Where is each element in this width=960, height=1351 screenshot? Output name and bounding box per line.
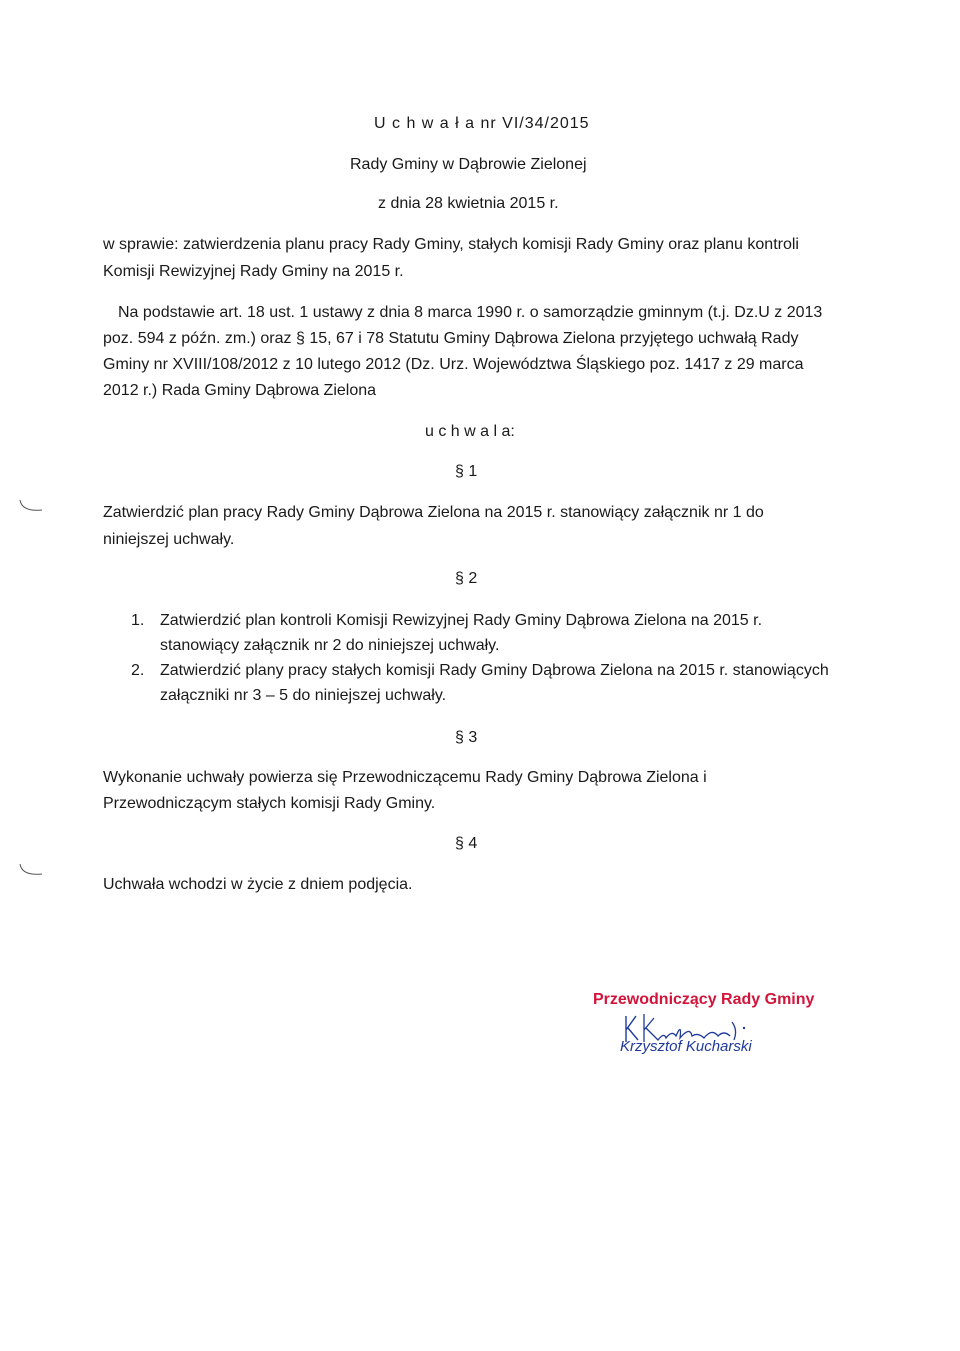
issuing-body: Rady Gminy w Dąbrowie Zielonej (350, 156, 587, 173)
stamp-title: Przewodniczący Rady Gminy (593, 991, 815, 1008)
legal-basis-line-4: 2012 r.) Rada Gminy Dąbrowa Zielona (103, 382, 377, 399)
section-3-line-1: Wykonanie uchwały powierza się Przewodniczącemu Rady Gminy Dąbrowa Zielona i (103, 769, 707, 786)
legal-basis-line-3: Gminy nr XVIII/108/2012 z 10 lutego 2012 (Dz. Urz. Województwa Śląskiego poz. 1417 z 29 marca (103, 356, 804, 373)
section-1-line-1: Zatwierdzić plan pracy Rady Gminy Dąbrowa Zielona na 2015 r. stanowiący załącznik nr 1 do (103, 504, 764, 521)
section-2-item-1-line-1: Zatwierdzić plan kontroli Komisji Rewizyjnej Rady Gminy Dąbrowa Zielona na 2015 r. (160, 612, 763, 629)
section-2-item-1-number: 1. (131, 612, 145, 629)
section-3-heading: § 3 (455, 729, 478, 746)
section-2-item-1-line-2: stanowiący załącznik nr 2 do niniejszej uchwały. (160, 637, 500, 654)
section-2-item-2-line-2: załączniki nr 3 – 5 do niniejszej uchwały. (160, 687, 447, 704)
resolves-heading: u c h w a l a: (425, 423, 515, 440)
section-2-heading: § 2 (455, 570, 478, 587)
legal-basis-line-2: poz. 594 z późn. zm.) oraz § 15, 67 i 78 Statutu Gminy Dąbrowa Zielona przyjętego uchwałą Rady (103, 330, 799, 347)
section-2-item-2-line-1: Zatwierdzić plany pracy stałych komisji Rady Gminy Dąbrowa Zielona na 2015 r. stanowiących (160, 662, 829, 679)
margin-mark (18, 862, 44, 878)
section-2-item-2-number: 2. (131, 662, 145, 679)
legal-basis-line-1: Na podstawie art. 18 ust. 1 ustawy z dnia 8 marca 1990 r. o samorządzie gminnym (t.j. Dz.U z 2013 (118, 304, 823, 321)
section-1-heading: § 1 (455, 463, 478, 480)
section-4-heading: § 4 (455, 835, 478, 852)
section-1-line-2: niniejszej uchwały. (103, 531, 235, 548)
section-4-line-1: Uchwała wchodzi w życie z dniem podjęcia. (103, 876, 413, 893)
resolution-title: U c h w a ł a nr VI/34/2015 (374, 115, 590, 132)
stamp-name: Krzysztof Kucharski (620, 1038, 752, 1055)
margin-mark (18, 498, 44, 514)
subject-line-1: w sprawie: zatwierdzenia planu pracy Rady Gminy, stałych komisji Rady Gminy oraz planu kontroli (103, 236, 799, 253)
resolution-date: z dnia 28 kwietnia 2015 r. (378, 195, 559, 212)
subject-line-2: Komisji Rewizyjnej Rady Gminy na 2015 r. (103, 263, 404, 280)
section-3-line-2: Przewodniczącym stałych komisji Rady Gminy. (103, 795, 436, 812)
